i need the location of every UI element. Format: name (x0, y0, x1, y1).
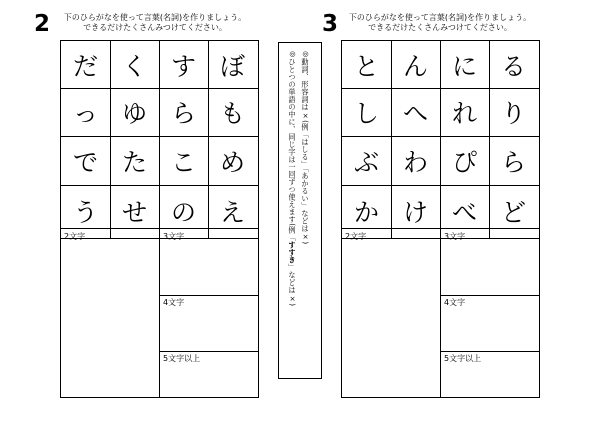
grid-cell: れ (451, 99, 477, 128)
grid-cell: ら (170, 99, 196, 128)
rules-note-box (278, 42, 322, 379)
grid-cell: だ (72, 51, 98, 81)
instruction-line-2: できるだけたくさんみつけてください。 (83, 23, 227, 32)
puzzle-number: 2 (34, 11, 51, 37)
grid-cell: ぶ (353, 147, 379, 177)
grid-cell: た (121, 147, 147, 177)
grid-cell: ぼ (219, 51, 245, 81)
grid-cell: へ (402, 99, 428, 128)
answer-area[interactable] (60, 228, 259, 398)
label-3-chars: 3文字 (444, 232, 466, 241)
grid-cell: っ (72, 99, 98, 128)
label-4-chars: 4文字 (444, 298, 466, 307)
grid-cell: ゆ (121, 99, 147, 128)
grid-cell: ど (500, 198, 526, 227)
grid-cell: べ (451, 198, 477, 227)
grid-cell: く (121, 51, 147, 81)
grid-cell: か (353, 198, 379, 227)
grid-cell: と (353, 51, 379, 81)
grid-cell: す (170, 51, 196, 81)
grid-cell: う (72, 198, 98, 227)
rule-verbs-adjectives: ◎動詞、形容詞は×(例「はしる」「あかるい」などは×) (301, 49, 310, 245)
hiragana-grid (60, 40, 259, 239)
instruction-line-1: 下のひらがなを使って言葉(名詞)を作りましょう。 (63, 13, 247, 22)
grid-cell: こ (170, 147, 196, 177)
grid-cell: え (219, 198, 245, 227)
grid-cell: に (451, 51, 477, 81)
grid-cell: も (219, 99, 245, 128)
instruction-line-1: 下のひらがなを使って言葉(名詞)を作りましょう。 (348, 13, 532, 22)
grid-cell: の (170, 198, 196, 227)
label-2-chars: 2文字 (64, 232, 86, 241)
puzzle-number: 3 (322, 11, 339, 37)
grid-cell: け (402, 198, 428, 227)
grid-cell: る (500, 51, 526, 81)
rule-same-char: ◎ひとつの単語の中に、同じ字は一回ずつ使えます(例「すすき」などは×) (288, 49, 297, 307)
grid-cell: ら (500, 147, 526, 177)
grid-cell: ん (402, 51, 428, 81)
grid-cell: ぴ (451, 147, 477, 177)
instruction-line-2: できるだけたくさんみつけてください。 (368, 23, 512, 32)
grid-cell: し (353, 99, 379, 128)
grid-cell: り (500, 99, 526, 128)
label-3-chars: 3文字 (163, 232, 185, 241)
grid-cell: わ (402, 147, 428, 177)
label-4-chars: 4文字 (163, 298, 185, 307)
grid-cell: で (72, 147, 98, 177)
label-2-chars: 2文字 (345, 232, 367, 241)
grid-cell: せ (121, 198, 147, 227)
answer-area[interactable] (341, 228, 540, 398)
grid-cell: め (219, 147, 245, 177)
label-5-plus-chars: 5文字以上 (163, 354, 201, 363)
label-5-plus-chars: 5文字以上 (444, 354, 482, 363)
hiragana-grid (341, 40, 540, 239)
